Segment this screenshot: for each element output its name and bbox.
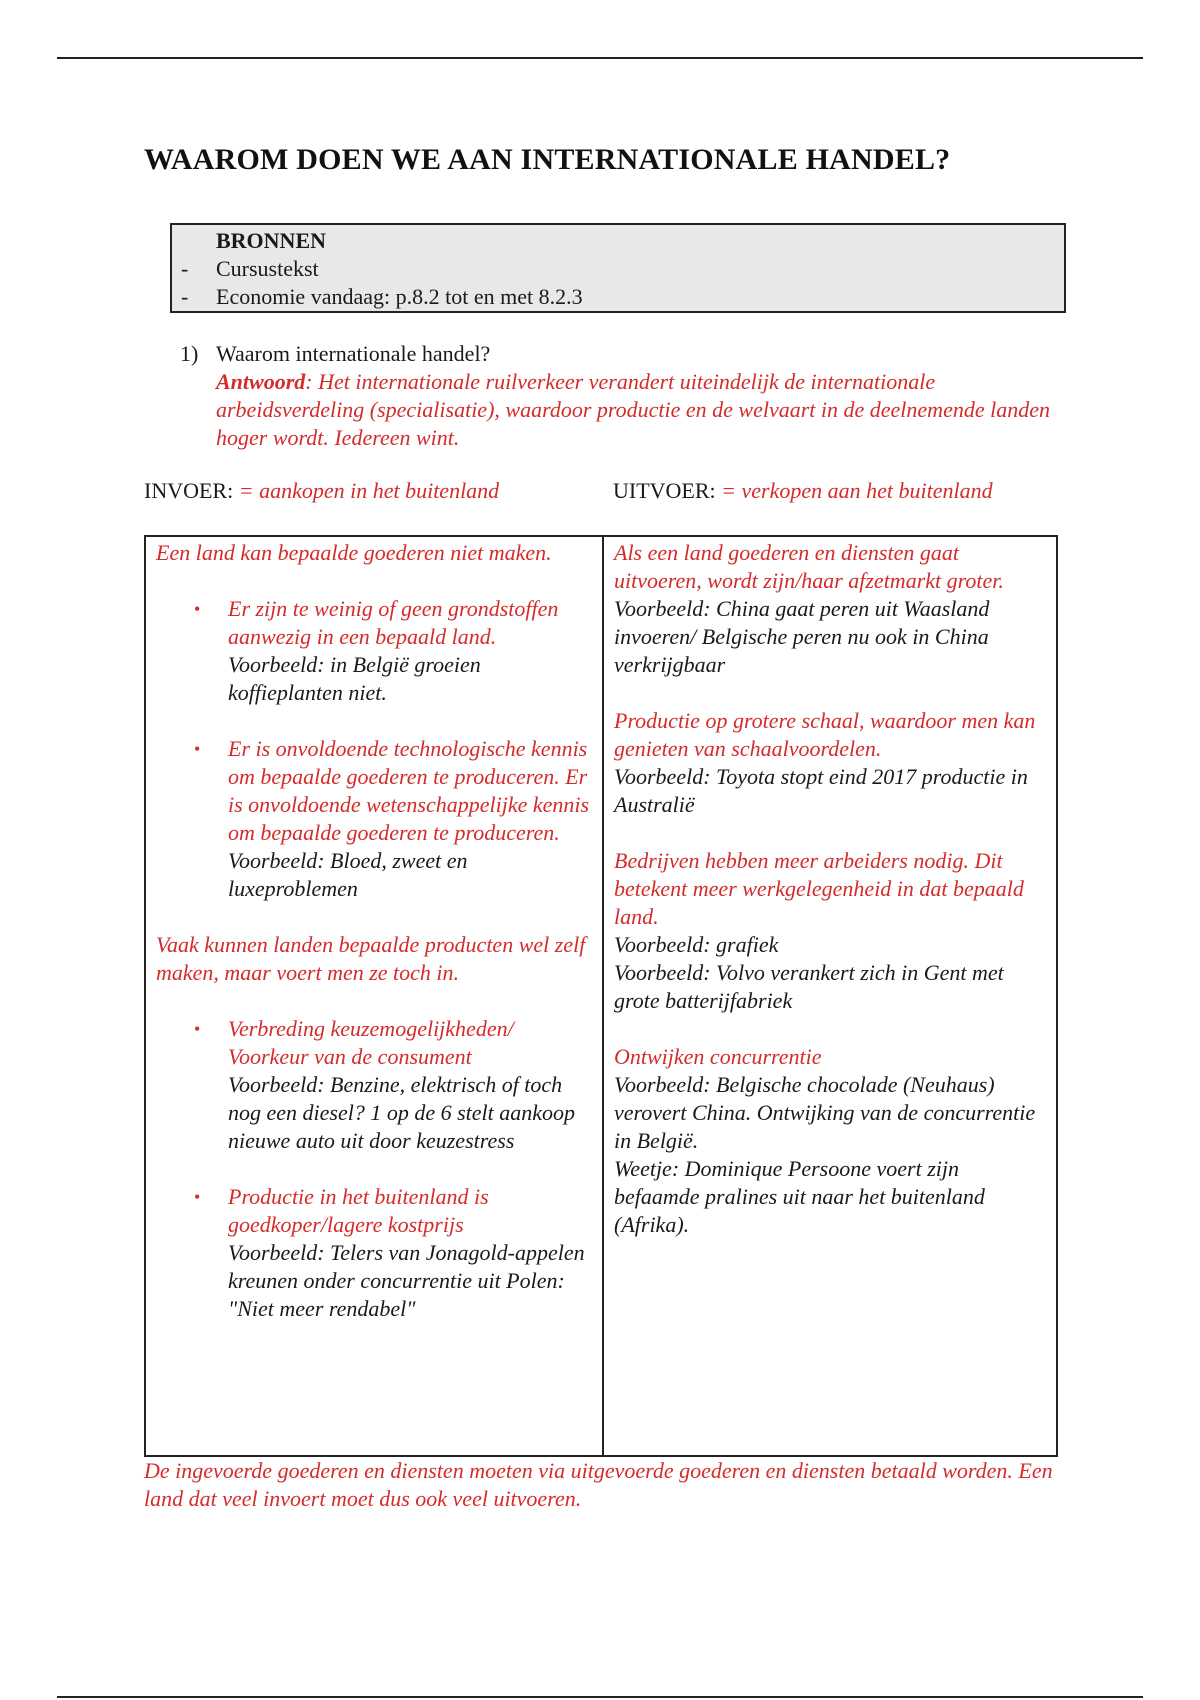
question-block	[180, 340, 1060, 452]
reason-text: Bedrijven hebben meer arbeiders nodig. Dit betekent meer werkgelegenheid in dat bepaald land.	[614, 848, 1024, 929]
source-item: - Economie vandaag: p.8.2 tot en met 8.2.3	[181, 284, 583, 309]
reason-text: Als een land goederen en diensten gaat uitvoeren, wordt zijn/haar afzetmarkt groter.	[614, 540, 1004, 593]
example-text: Voorbeeld: Toyota stopt eind 2017 productie in Australië	[614, 764, 1028, 817]
example-text: Voorbeeld: China gaat peren uit Waasland invoeren/ Belgische peren nu ook in China verkrijgbaar	[614, 596, 990, 677]
export-heading	[613, 478, 993, 504]
sources-box	[170, 223, 1066, 313]
example-text: Voorbeeld: Bloed, zweet en luxeproblemen	[228, 848, 468, 901]
answer-label: Antwoord	[216, 369, 306, 394]
example-text: Voorbeeld: grafiek	[614, 932, 779, 957]
import-definition: = aankopen in het buitenland	[233, 478, 500, 503]
import-label: INVOER:	[144, 478, 234, 503]
answer-text	[216, 368, 1060, 452]
answer-body: : Het internationale ruilverkeer verandert uiteindelijk de internationale arbeidsverdeling (specialisatie), waardoor productie en de welvaart in de deelnemende landen hoger wordt. Iedereen wint.	[216, 369, 1050, 450]
question-number: 1)	[180, 341, 199, 366]
example-text: Voorbeeld: Belgische chocolade (Neuhaus) verovert China. Ontwijking van de concurrentie in België.	[614, 1072, 1036, 1153]
reason-text: Productie in het buitenland is goedkoper/lagere kostprijs	[228, 1184, 489, 1237]
reason-text: Productie op grotere schaal, waardoor men kan genieten van schaalvoordelen.	[614, 708, 1036, 761]
export-column	[604, 537, 1056, 1455]
export-label: UITVOER:	[613, 478, 716, 503]
source-item-text: Economie vandaag: p.8.2 tot en met 8.2.3	[216, 284, 583, 309]
sources-heading: BRONNEN	[216, 228, 327, 253]
import-heading	[144, 478, 499, 504]
reason-text: Verbreding keuzemogelijkheden/ Voorkeur van de consument	[228, 1016, 514, 1069]
import-intro: Een land kan bepaalde goederen niet maken.	[156, 540, 552, 565]
example-text: Voorbeeld: in België groeien koffieplanten niet.	[228, 652, 481, 705]
bottom-rule	[57, 1696, 1143, 1698]
page-title: WAAROM DOEN WE AAN INTERNATIONALE HANDEL?	[144, 143, 951, 176]
bullet-icon: •	[194, 1019, 201, 1039]
example-text: Voorbeeld: Telers van Jonagold-appelen kreunen onder concurrentie uit Polen: "Niet meer rendabel"	[228, 1240, 585, 1321]
list-item	[156, 1183, 592, 1323]
bullet-icon: •	[194, 599, 201, 619]
reason-text: Er zijn te weinig of geen grondstoffen aanwezig in een bepaald land.	[228, 596, 559, 649]
reason-text: Ontwijken concurrentie	[614, 1044, 822, 1069]
bullet-icon: •	[194, 1187, 201, 1207]
import-intro-2: Vaak kunnen landen bepaalde producten wel zelf maken, maar voert men ze toch in.	[156, 932, 586, 985]
source-item: - Cursustekst	[181, 256, 319, 281]
example-text: Voorbeeld: Volvo verankert zich in Gent met grote batterijfabriek	[614, 960, 1004, 1013]
reason-text: Er is onvoldoende technologische kennis om bepaalde goederen te produceren. Er is onvoldoende wetenschappelijke kennis om bepaalde goederen te produceren.	[228, 736, 590, 845]
question-text: Waarom internationale handel?	[216, 341, 491, 366]
top-rule	[57, 57, 1143, 59]
list-item	[156, 595, 592, 707]
list-item	[156, 735, 592, 903]
export-definition: = verkopen aan het buitenland	[715, 478, 993, 503]
source-item-text: Cursustekst	[216, 256, 319, 281]
bullet-icon: •	[194, 739, 201, 759]
example-text: Weetje: Dominique Persoone voert zijn befaamde pralines uit naar het buitenland (Afrika).	[614, 1156, 985, 1237]
import-column	[146, 537, 604, 1455]
comparison-table	[144, 535, 1058, 1457]
example-text: Voorbeeld: Benzine, elektrisch of toch nog een diesel? 1 op de 6 stelt aankoop nieuwe auto uit door keuzestress	[228, 1072, 576, 1153]
list-item	[156, 1015, 592, 1155]
conclusion-text: De ingevoerde goederen en diensten moeten via uitgevoerde goederen en diensten betaald worden. Een land dat veel invoert moet dus ook veel uitvoeren.	[144, 1458, 1053, 1511]
